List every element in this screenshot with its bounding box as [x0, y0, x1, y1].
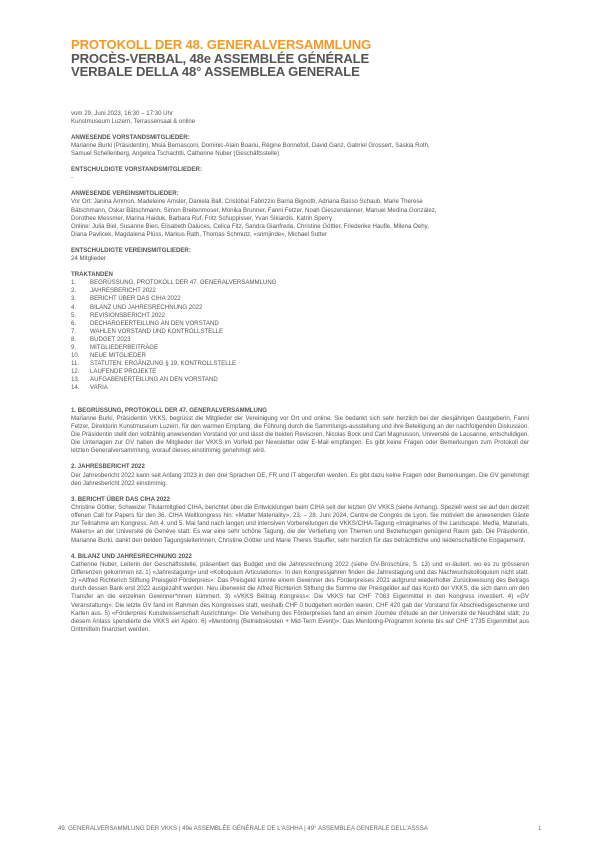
- agenda-item: [71, 304, 529, 312]
- board-present-heading: ANWESENDE VORSTANDSMITGLIEDER:: [71, 133, 190, 141]
- section-annual-report: [71, 463, 529, 487]
- agenda-item-number: 11.: [71, 360, 80, 368]
- board-present-line: Marianne Burki (Präsidentin), Misia Bernasconi, Dominic-Alain Boariu, Régine Bonnefoit, David Ganz, Gabriel Grossert, Saskia Roth,: [71, 142, 430, 149]
- members-present-line: Dorothee Messmer, Marina Haiduk, Barbara Ruf, Fritz Schuppisser, Yvan Sikiardis, Katrin Sperry: [71, 214, 333, 222]
- agenda-item: [71, 312, 529, 320]
- section-text: Der Jahresbericht 2022 kann seit Anfang 2023 in den drei Sprachen DE, FR und IT abgerufen werden. Es gibt dazu keine Fragen oder Bemerkungen. Die GV genehmigt den Jahresbericht 2022 einstimmig.: [71, 471, 529, 487]
- agenda-item: [71, 384, 529, 392]
- agenda-item: [71, 352, 529, 360]
- agenda-item-number: 3.: [71, 295, 77, 303]
- agenda-item-number: 6.: [71, 319, 77, 327]
- agenda-item-number: 14.: [71, 384, 80, 392]
- section-heading: 2. JAHRESBERICHT 2022: [71, 463, 145, 471]
- agenda-item: [71, 368, 529, 376]
- agenda-item-number: 1.: [71, 279, 77, 287]
- agenda-item-label: STATUTEN: ERGÄNZUNG § 19, KONTROLLSTELLE: [90, 360, 237, 368]
- agenda: [71, 271, 529, 392]
- agenda-item: [71, 344, 529, 352]
- agenda-item-label: VARIA: [90, 384, 108, 392]
- agenda-item-label: BUDGET 2023: [90, 335, 131, 343]
- agenda-list: [71, 279, 529, 392]
- board-present: [71, 134, 529, 158]
- agenda-item-number: 10.: [71, 352, 80, 360]
- members-present: [71, 190, 529, 239]
- agenda-item-label: DECHARGEERTEILUNG AN DEN VORSTAND: [90, 319, 219, 327]
- agenda-item: [71, 336, 529, 344]
- agenda-item: [71, 320, 529, 328]
- meeting-place: Kunstmuseum Luzern, Terrassensaal & online: [71, 117, 196, 125]
- agenda-item-label: BERICHT ÜBER DAS CIHA 2022: [90, 295, 181, 303]
- page-footer: [58, 825, 558, 832]
- agenda-item: [71, 360, 529, 368]
- members-excused: [71, 247, 529, 263]
- agenda-item-label: REVISIONSBERICHT 2022: [90, 311, 166, 319]
- board-excused-heading: ENTSCHULDIGTE VORSTANDSMITGLIEDER:: [71, 166, 202, 174]
- agenda-item: [71, 328, 529, 336]
- section-heading: 1. BEGRÜSSUNG, PROTOKOLL DER 47. GENERALVERSAMMLUNG: [71, 406, 268, 414]
- agenda-item-label: BEGRÜSSUNG, PROTOKOLL DER 47. GENERALVERSAMMLUNG: [90, 279, 277, 287]
- members-present-line: Online: Julia Biel, Susanne Bieri, Elisabeth Daluces, Celica Fitz, Sandra Gianfreda, Christine Göttler, Friederike Haufle, Milena Oehy,: [71, 222, 429, 230]
- section-balance-accounts: [71, 553, 529, 635]
- section-text: Christine Göttler, Schweizer Titularmitglied CIHA, berichtet über die Entwicklungen beim CIHA seit der letzten GV VKKS (siehe Anhang). Speziell weist sie auf den derzeit offenen Call for Papers für den 36. CIHA Weltkongress hin: «Matter Materiality», 23. – 28. Juni 2024, Centre de Congrès de Lyon. Sie motiviert die anwesenden Gäste zur Teilnahme am Kongress. Am 4. und 5. Mai fand nach langen und intensiven Vorbereitungen die VKKS/CIHA-Tagung «Imaginaries of the Landscape. Media, Materials, Makers» an der Université de Genève statt. Es war eine sehr schöne Tagung, die der Vertiefung von Themen und Beziehungen genügend Raum gab. Die Präsidentin, Marianne Burki, dankt den beiden Tagungsleiterinnen, Christine Göttler und Marie Theres Stauffer, sehr herzlich für das beträchtliche und leidenschaftliche Engagement.: [71, 503, 529, 544]
- page-number: 1: [538, 825, 542, 832]
- meeting-meta: [71, 110, 529, 126]
- title-german: PROTOKOLL DER 48. GENERALVERSAMMLUNG: [71, 37, 372, 52]
- agenda-item: [71, 295, 529, 303]
- agenda-item-label: AUFGABENERTEILUNG AN DEN VORSTAND: [90, 376, 218, 384]
- section-heading: 4. BILANZ UND JAHRESRECHNUNG 2022: [71, 552, 192, 560]
- section-heading: 3. BERICHT ÜBER DAS CIHA 2022: [71, 495, 170, 503]
- members-excused-text: 24 Mitglieder: [71, 255, 106, 263]
- agenda-item-number: 2.: [71, 287, 77, 295]
- agenda-item-number: 5.: [71, 311, 77, 319]
- agenda-item-number: 4.: [71, 303, 77, 311]
- board-excused: [71, 166, 529, 182]
- agenda-item: [71, 376, 529, 384]
- section-text: Marianne Burki, Präsidentin VKKS, begrüsst die Mitglieder der Vereinigung vor Ort und online. Sie bedankt sich sehr herzlich bei der diesjährigen Gastgeberin, Fanni Fetzer, Direktorin Kunstmuseum Luzern, für den warmen Empfang, die Führung durch die Sammlungs-ausstellung und ihre Beteiligung an der nachfolgenden Diskussion. Die Präsidentin stellt den vollzählig anwesenden Vorstand vor und lässt die beiden Revisoren, Nicolas Bock und Carl Magnusson, Université de Lausanne, entschuldigen. Die Unterlagen zur GV haben die Mitglieder der VKKS im Vorfeld per Newsletter oder E-Mail empfangen. Es gibt keine Fragen oder Bemerkungen zum Protokoll der letzten Generalversammlung, worauf dieses einstimmig genehmigt wird.: [71, 414, 529, 455]
- members-present-line: Bätschmann, Oskar Bätschmann, Simon Breitenmoser, Monika Brunner, Fanni Fetzer, Noah Gieszendanner, Manuel Medina González,: [71, 206, 437, 214]
- board-present-line: Samuel Schellenberg, Angelica Tschachtli, Catherine Nuber (Geschäftsstelle): [71, 150, 280, 158]
- members-excused-heading: ENTSCHULDIGTE VEREINSMITGLIEDER:: [71, 246, 191, 254]
- title-french: PROCÈS-VERBAL, 48e ASSEMBLÉE GÉNÉRALE: [71, 50, 370, 66]
- agenda-item-number: 9.: [71, 343, 77, 351]
- agenda-heading: TRAKTANDEN: [71, 271, 113, 279]
- document-page: [71, 38, 529, 634]
- agenda-item-number: 12.: [71, 368, 80, 376]
- title-italian: VERBALE DELLA 48° ASSEMBLEA GENERALE: [71, 64, 360, 79]
- agenda-item-number: 7.: [71, 327, 77, 335]
- agenda-item-label: WAHLEN VORSTAND UND KONTROLLSTELLE: [90, 327, 224, 335]
- agenda-item-label: MITGLIEDERBEITRÄGE: [90, 343, 159, 351]
- section-ciha-report: [71, 496, 529, 545]
- agenda-item-label: LAUFENDE PROJEKTE: [90, 368, 157, 376]
- agenda-item-number: 8.: [71, 335, 77, 343]
- agenda-item-label: JAHRESBERICHT 2022: [90, 287, 156, 295]
- agenda-item-label: NEUE MITGLIEDER: [90, 352, 146, 360]
- section-welcome: [71, 407, 529, 456]
- section-text: Catherine Nuber, Leiterin der Geschäftsstelle, präsentiert das Budget und die Jahresrechnung 2022 (siehe GV-Broschüre, S. 13) und er-läutert, wo es zu grösseren Differenzen gekommen ist. 1) «Jahrestagung» und «Kolloquium Articulations»: In den Kongressjahren finden die Jahrestagung und das Nachwuchskolloquium nicht statt. 2) «Alfred Richterich Stiftung Preisgeld Förderpreis»: Das Preisgeld konnte einem Gewinner des Förderpreises 2021 aufgrund wiederholter Zurückweisung des Betrags durch dessen Bank erst 2022 ausgezahlt werden. Neu überweist die Alfred Richterich Stiftung die Summe der Preisgelder auf das Konto der VKKS, die sich dann um den Transfer an die einzelnen Gewinner*innen kümmert. 3) «VKKS Beitrag Kongress»: Die VKKS hat CHF 7'063 Eigenmittel in den Kongress investiert. 4) «GV Veranstaltung»: Die letzte GV fand im Rahmen des Kongresses statt, weshalb CHF 0 budgetiert worden waren; CHF 420 gab der Vorstand für Abschiedsgeschenke und Karten aus. 5) «Förderpreis Kunstwissenschaft Ausrichtung»: Die Verleihung des Förderpreises fand an einem Journée d'étude an der Université de Neuchâtel statt; zu diesem Anlass spendierte die VKKS ein Apéro. 6) «Mentoring (Betriebskosten + Mid-Term Event)»: Das Mentoring-Programm konnte bis auf CHF 1'735 Eigenmittel aus Drittmitteln finanziert werden.: [71, 560, 529, 634]
- members-present-heading: ANWESENDE VEREINSMITGLIEDER:: [71, 190, 179, 198]
- members-present-line: Diana Pavlicek, Magdalena Plüss, Markus Rath, Thomas Schmutz, «snmjinde», Michael Sutter: [71, 230, 327, 238]
- agenda-item: [71, 287, 529, 295]
- footer-text: 49. GENERALVERSAMMLUNG DER VKKS | 49e ASSEMBLÉE GÉNÉRALE DE L'ASHHA | 49° ASSEMBLEA GENERALE DELL'ASSSA: [58, 825, 428, 832]
- agenda-item: [71, 279, 529, 287]
- board-excused-text: -: [71, 174, 74, 182]
- agenda-item-number: 13.: [71, 376, 80, 384]
- meeting-date: vom 29. Juni 2023, 16:30 – 17:30 Uhr: [71, 109, 173, 117]
- members-present-line: Vor Ort: Janina Ammon, Madeleine Amsler, Daniela Ball, Cristóbal Fabrizzio Barria Bignotti, Adriana Basso Schaub, Marie Therese: [71, 198, 423, 206]
- agenda-item-label: BILANZ UND JAHRESRECHNUNG 2022: [90, 303, 203, 311]
